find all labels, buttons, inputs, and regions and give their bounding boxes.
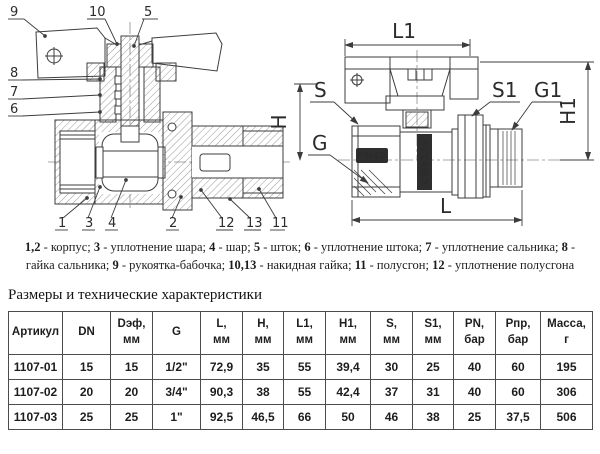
body-view <box>352 115 522 198</box>
callout-1: 1 <box>58 216 67 231</box>
dim-label-l1: L1 <box>392 19 416 43</box>
table-cell: 1107-01 <box>9 355 63 380</box>
legend-text <box>24 238 576 274</box>
legend-part-number: 4 <box>209 240 216 254</box>
legend-part-desc: - уплотнение сальника; <box>431 240 562 254</box>
table-cell: 25 <box>63 405 111 430</box>
table-cell: 38 <box>243 380 284 405</box>
table-cell: 25 <box>111 405 153 430</box>
column-header: S1, мм <box>413 312 454 355</box>
callout-12: 12 <box>218 216 235 231</box>
table-cell: 25 <box>454 405 496 430</box>
callout-5: 5 <box>144 5 153 20</box>
legend-part-desc: - полусгон; <box>366 258 433 272</box>
dimensioned-view-drawing <box>267 19 594 226</box>
callout-8: 8 <box>10 66 19 81</box>
table-cell: 72,9 <box>201 355 243 380</box>
column-header: Масса, г <box>541 312 593 355</box>
column-header: Рпр, бар <box>496 312 541 355</box>
table-cell: 50 <box>326 405 371 430</box>
legend-part-number: 7 <box>425 240 432 254</box>
table-cell: 20 <box>63 380 111 405</box>
table-cell: 55 <box>284 380 326 405</box>
table-cell: 55 <box>284 355 326 380</box>
column-header: L1, мм <box>284 312 326 355</box>
dim-label-g1: G1 <box>534 78 563 102</box>
table-cell: 37,5 <box>496 405 541 430</box>
legend-part-desc: - уплотнение штока; <box>310 240 426 254</box>
table-cell: 15 <box>111 355 153 380</box>
table-cell: 195 <box>541 355 593 380</box>
table-cell: 3/4" <box>153 380 201 405</box>
column-header: DN <box>63 312 111 355</box>
legend-part-desc: - гайка сальника; <box>25 240 576 272</box>
column-header: G <box>153 312 201 355</box>
body-section <box>55 120 165 204</box>
legend-part-number: 5 <box>253 240 261 254</box>
table-cell: 46 <box>371 405 413 430</box>
section-title: Размеры и технические характеристики <box>8 287 262 303</box>
legend-part-desc: - уплотнение шара; <box>100 240 210 254</box>
column-header: H, мм <box>243 312 284 355</box>
column-header: S, мм <box>371 312 413 355</box>
table-cell: 46,5 <box>243 405 284 430</box>
legend-part-number: 3 <box>93 240 101 254</box>
column-header: L, мм <box>201 312 243 355</box>
table-cell: 42,4 <box>326 380 371 405</box>
callout-13: 13 <box>246 216 263 231</box>
callout-10: 10 <box>89 5 106 20</box>
table-cell: 37 <box>371 380 413 405</box>
table-cell: 39,4 <box>326 355 371 380</box>
dim-label-s1: S1 <box>492 78 518 102</box>
table-cell: 31 <box>413 380 454 405</box>
table-cell: 40 <box>454 380 496 405</box>
callout-7: 7 <box>10 85 19 100</box>
callout-4: 4 <box>108 216 117 231</box>
legend-part-number: 6 <box>304 240 311 254</box>
dim-label-g: G <box>312 131 328 155</box>
table-body <box>9 355 593 430</box>
legend-part-number: 10,13 <box>228 258 257 272</box>
table-row <box>9 380 593 405</box>
table-cell: 60 <box>496 355 541 380</box>
table-header-row <box>9 312 593 355</box>
table-cell: 92,5 <box>201 405 243 430</box>
column-header: Dэф, мм <box>111 312 153 355</box>
callout-3: 3 <box>85 216 94 231</box>
cross-section-drawing <box>8 5 290 231</box>
callout-6: 6 <box>10 102 19 117</box>
table-cell: 66 <box>284 405 326 430</box>
column-header: PN, бар <box>454 312 496 355</box>
legend-part-number: 1,2 <box>24 240 41 254</box>
table-cell: 1" <box>153 405 201 430</box>
table-cell: 506 <box>541 405 593 430</box>
centerlines <box>338 50 580 160</box>
legend-part-number: 12 <box>432 258 445 272</box>
table-row <box>9 405 593 430</box>
legend-part-desc: - корпус; <box>40 240 94 254</box>
table-cell: 1/2" <box>153 355 201 380</box>
dim-label-l: L <box>440 194 452 218</box>
column-header: H1, мм <box>326 312 371 355</box>
table-cell: 30 <box>371 355 413 380</box>
callout-11: 11 <box>272 216 289 231</box>
legend-part-desc: - уплотнение полусгона <box>444 258 575 272</box>
dim-label-h: H <box>267 114 291 130</box>
dim-label-h1: H1 <box>556 97 580 125</box>
table-cell: 90,3 <box>201 380 243 405</box>
table-cell: 38 <box>413 405 454 430</box>
marking-cw617n: CW617N <box>420 139 431 185</box>
marking-pn40: PN40 <box>357 151 387 162</box>
legend-part-desc: - шар; <box>215 240 254 254</box>
legend-part-desc: - шток; <box>260 240 305 254</box>
table-cell: 20 <box>111 380 153 405</box>
callout-9: 9 <box>10 5 19 20</box>
legend-part-number: 9 <box>112 258 119 272</box>
table-cell: 35 <box>243 355 284 380</box>
table-cell: 25 <box>413 355 454 380</box>
legend-part-desc: - накидная гайка; <box>256 258 355 272</box>
legend-part-desc: - рукоятка-бабочка; <box>118 258 229 272</box>
table-cell: 60 <box>496 380 541 405</box>
table-cell: 1107-02 <box>9 380 63 405</box>
callout-2: 2 <box>169 216 178 231</box>
table-cell: 15 <box>63 355 111 380</box>
dim-label-s: S <box>314 78 327 102</box>
legend-part-number: 11 <box>354 258 367 272</box>
column-header: Артикул <box>9 312 63 355</box>
spec-table <box>8 311 593 430</box>
table-row <box>9 355 593 380</box>
table-cell: 40 <box>454 355 496 380</box>
table-cell: 1107-03 <box>9 405 63 430</box>
legend-part-number: 8 <box>561 240 568 254</box>
table-cell: 306 <box>541 380 593 405</box>
